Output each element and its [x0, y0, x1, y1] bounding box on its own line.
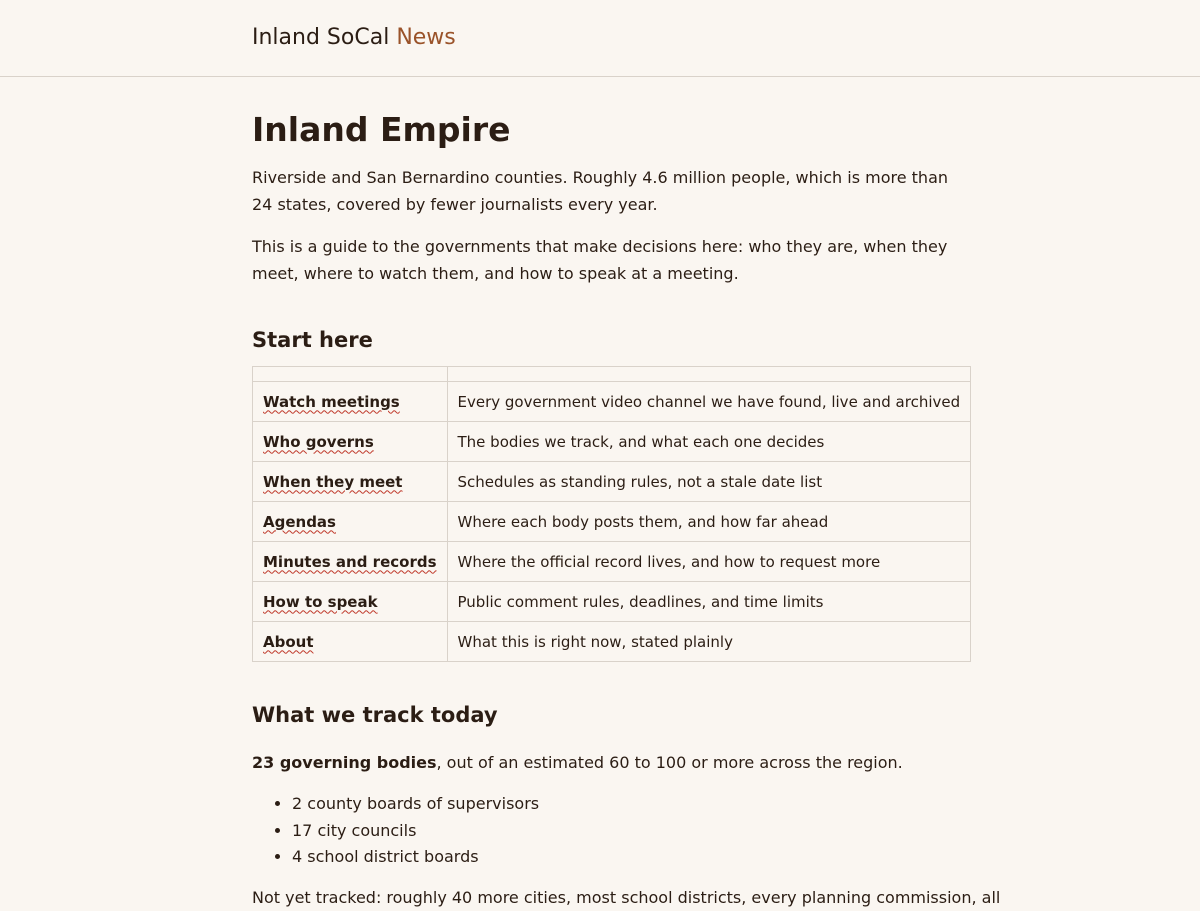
table-description-cell: Public comment rules, deadlines, and time limits — [447, 582, 971, 622]
table-link-cell — [253, 622, 448, 662]
table-description-cell: Schedules as standing rules, not a stale date list — [447, 462, 971, 502]
list-item: • 2 county boards of supervisors — [292, 791, 539, 818]
how-to-speak-link[interactable]: How to speak — [263, 592, 378, 611]
when-they-meet-link[interactable]: When they meet — [263, 472, 403, 491]
tracking-summary — [252, 749, 903, 776]
table-description-cell: Where the official record lives, and how to request more — [447, 542, 971, 582]
about-link[interactable]: About — [263, 632, 314, 651]
page-title: Inland Empire — [252, 110, 511, 149]
table-row — [253, 542, 971, 582]
tracking-summary-count: 23 governing bodies — [252, 753, 437, 772]
site-name-main: Inland SoCal — [252, 25, 390, 50]
minutes-and-records-link[interactable]: Minutes and records — [263, 552, 437, 571]
list-item: • 17 city councils — [292, 818, 539, 845]
table-header-cell — [253, 367, 448, 382]
table-link-cell — [253, 542, 448, 582]
who-governs-link[interactable]: Who governs — [263, 432, 374, 451]
what-we-track-heading: What we track today — [252, 703, 498, 727]
site-title-link[interactable] — [252, 24, 456, 52]
intro-paragraph-2: This is a guide to the governments that make decisions here: who they are, when they meet, where to watch them, and how to speak at a meeting. — [252, 237, 948, 283]
table-row — [253, 422, 971, 462]
table-row — [253, 462, 971, 502]
watch-meetings-link[interactable]: Watch meetings — [263, 392, 400, 411]
table-link-cell — [253, 462, 448, 502]
table-link-cell — [253, 502, 448, 542]
table-description-cell: What this is right now, stated plainly — [447, 622, 971, 662]
not-yet-tracked-paragraph: Not yet tracked: roughly 40 more cities, most school districts, every planning commission, all — [252, 888, 1001, 907]
table-header-cell — [447, 367, 971, 382]
table-header-row — [253, 367, 971, 382]
tracking-list — [252, 791, 539, 871]
table-description-cell: Every government video channel we have found, live and archived — [447, 382, 971, 422]
intro-paragraph-1: Riverside and San Bernardino counties. Roughly 4.6 million people, which is more than 24 states, covered by fewer journalists every year. — [252, 168, 949, 214]
list-item: • 4 school district boards — [292, 844, 539, 871]
start-here-heading: Start here — [252, 328, 373, 352]
table-link-cell — [253, 382, 448, 422]
site-header — [0, 0, 1200, 77]
table-row — [253, 502, 971, 542]
table-row — [253, 622, 971, 662]
table-description-cell: The bodies we track, and what each one decides — [447, 422, 971, 462]
table-link-cell — [253, 422, 448, 462]
start-here-table — [252, 366, 971, 662]
table-description-cell: Where each body posts them, and how far ahead — [447, 502, 971, 542]
table-link-cell — [253, 582, 448, 622]
site-name-accent: News — [396, 25, 456, 50]
agendas-link[interactable]: Agendas — [263, 512, 336, 531]
tracking-summary-rest: , out of an estimated 60 to 100 or more across the region. — [436, 753, 903, 772]
table-row — [253, 582, 971, 622]
table-row — [253, 382, 971, 422]
